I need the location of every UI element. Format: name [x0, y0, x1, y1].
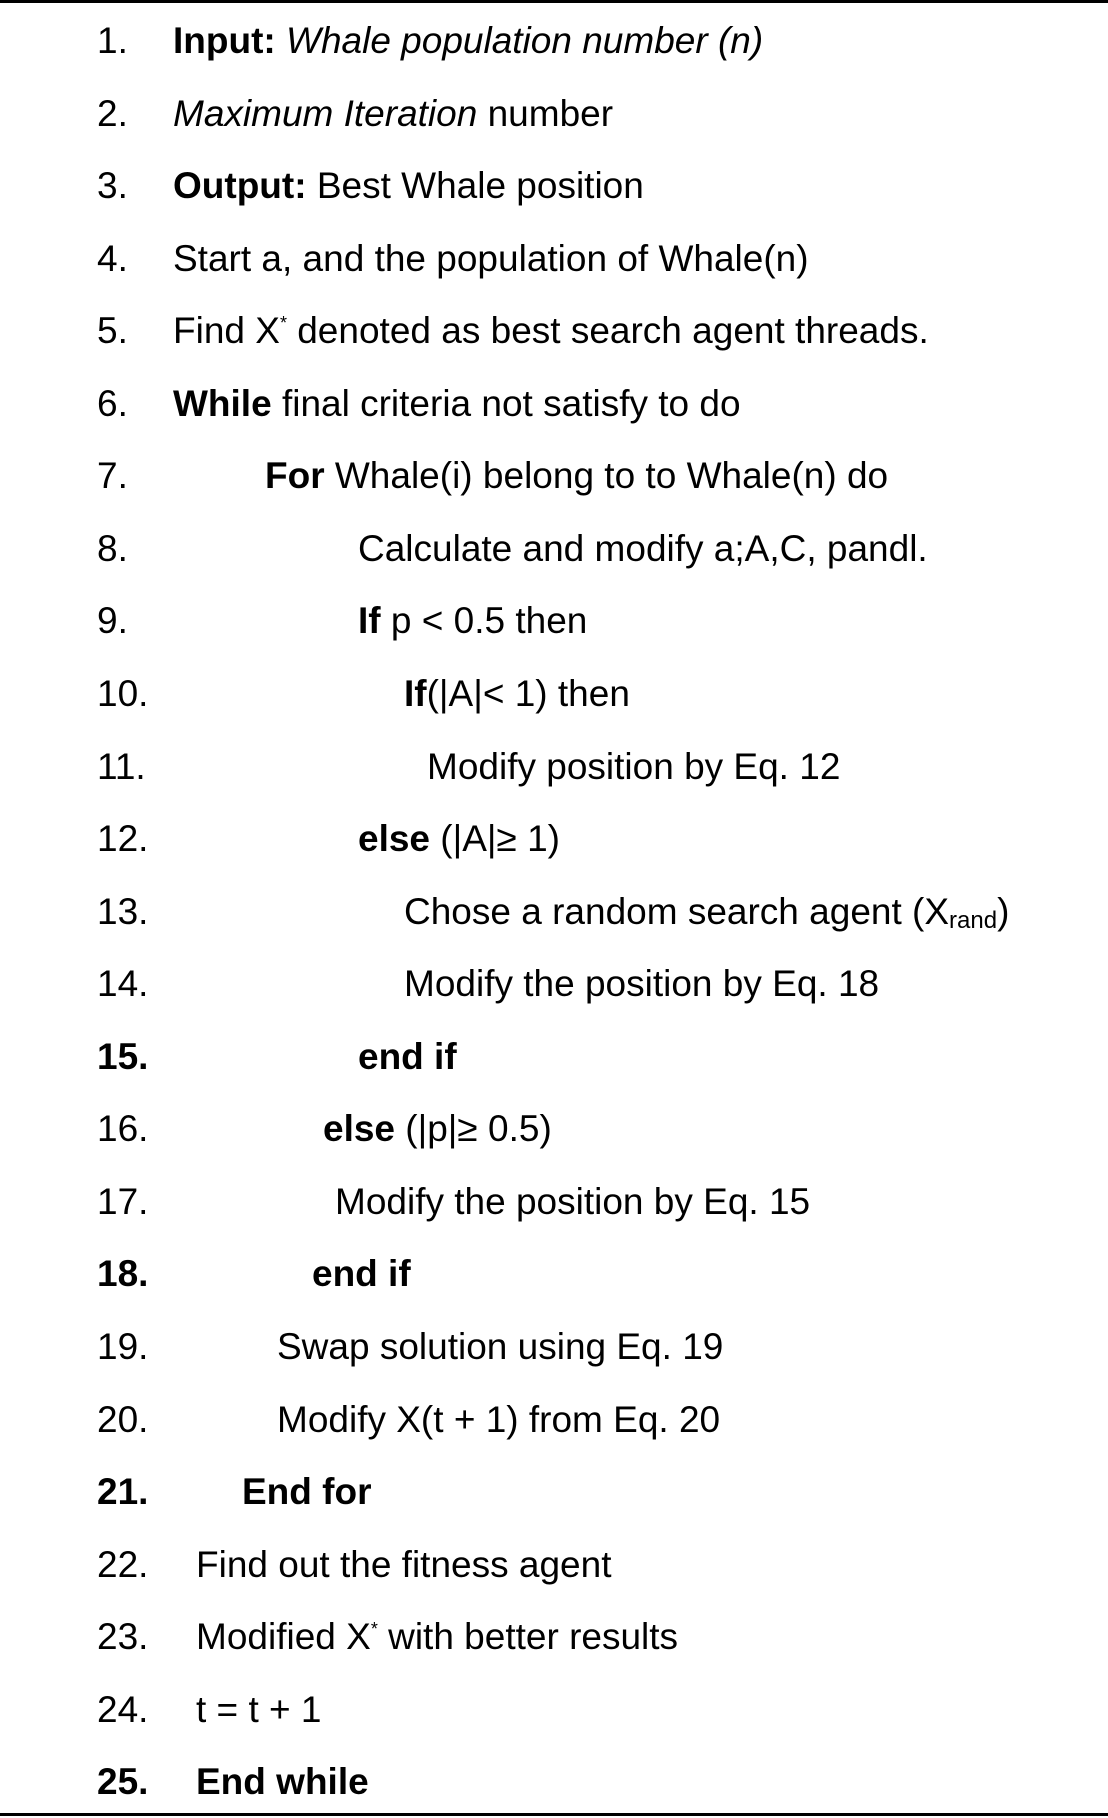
algorithm-line: [0, 1311, 1108, 1383]
algorithm-line: [0, 1529, 1108, 1601]
algorithm-line: [0, 1093, 1108, 1165]
keyword: else: [358, 818, 431, 859]
text-segment: with better results: [377, 1616, 679, 1657]
keyword: End while: [196, 1761, 369, 1802]
keyword: If: [358, 600, 381, 641]
subscript: rand: [949, 907, 998, 934]
algorithm-line: [0, 1674, 1108, 1746]
keyword: For: [265, 455, 325, 496]
algorithm-line: [0, 223, 1108, 295]
line-text: [312, 1238, 411, 1310]
text-segment: Modify the position by Eq. 15: [335, 1181, 811, 1222]
text-segment: p < 0.5 then: [380, 600, 588, 641]
text-segment: Modify position by Eq. 12: [427, 746, 841, 787]
line-text: [358, 1021, 457, 1093]
text-segment: number: [477, 93, 614, 134]
line-number: 17.: [97, 1181, 149, 1222]
line-number: 21.: [97, 1471, 149, 1512]
bottom-rule: [0, 1813, 1108, 1816]
line-text: [404, 658, 630, 730]
text-segment: Start a, and the population of Whale(n): [173, 238, 809, 279]
top-rule: [0, 0, 1108, 3]
superscript: *: [279, 313, 287, 333]
line-text: [196, 1674, 321, 1746]
text-segment: Best Whale position: [306, 165, 644, 206]
algorithm-line: [0, 78, 1108, 150]
line-number: 25.: [97, 1761, 149, 1802]
algorithm-line: [0, 295, 1108, 367]
algorithm-line: [0, 731, 1108, 803]
line-text: [358, 803, 560, 875]
line-number: 19.: [97, 1326, 149, 1367]
algorithm-line: [0, 585, 1108, 657]
text-segment: Modify X(t + 1) from Eq. 20: [277, 1399, 721, 1440]
algorithm-line: [0, 1021, 1108, 1093]
algorithm-line: [0, 5, 1108, 77]
line-text: [265, 440, 888, 512]
text-segment: (|A|≥ 1): [430, 818, 561, 859]
keyword: else: [323, 1108, 396, 1149]
line-text: [196, 1746, 369, 1818]
line-text: [277, 1384, 720, 1456]
text-segment: Swap solution using Eq. 19: [277, 1326, 724, 1367]
line-text: [196, 1529, 612, 1601]
text-segment: Chose a random search agent (X: [404, 891, 950, 932]
text-segment: (|A|< 1) then: [426, 673, 630, 714]
line-text: [277, 1311, 723, 1383]
text-segment: final criteria not satisfy to do: [271, 383, 741, 424]
line-text: [173, 223, 809, 295]
line-number: 10.: [97, 673, 149, 714]
text-segment: Calculate and modify a;A,C, pandl.: [358, 528, 928, 569]
line-text: [358, 513, 928, 585]
algorithm-line: [0, 150, 1108, 222]
line-text: [173, 78, 613, 150]
line-text: [242, 1456, 371, 1528]
keyword: If: [404, 673, 427, 714]
line-number: 14.: [97, 963, 149, 1004]
keyword: Output:: [173, 165, 307, 206]
superscript: *: [370, 1619, 378, 1639]
line-text: [358, 585, 587, 657]
algorithm-line: [0, 1746, 1108, 1818]
text-segment: [276, 20, 286, 61]
text-segment: Whale(i) belong to to Whale(n) do: [324, 455, 889, 496]
italic-text: Maximum Iteration: [173, 93, 478, 134]
line-number: 18.: [97, 1253, 149, 1294]
line-text: [404, 876, 1009, 948]
line-number: 13.: [97, 891, 149, 932]
line-number: 7.: [97, 455, 128, 496]
algorithm-line: [0, 1384, 1108, 1456]
line-text: [173, 368, 741, 440]
algorithm-line: [0, 1166, 1108, 1238]
algorithm-line: [0, 513, 1108, 585]
line-text: [173, 150, 644, 222]
algorithm-line: [0, 658, 1108, 730]
line-number: 24.: [97, 1689, 149, 1730]
line-text: [173, 295, 929, 367]
algorithm-line: [0, 876, 1108, 948]
text-segment: Find X: [173, 310, 280, 351]
text-segment: Modify the position by Eq. 18: [404, 963, 880, 1004]
line-number: 20.: [97, 1399, 149, 1440]
line-text: [196, 1601, 678, 1673]
italic-text: Whale population number (n): [286, 20, 764, 61]
line-number: 9.: [97, 600, 128, 641]
line-text: [173, 5, 763, 77]
line-number: 1.: [97, 20, 128, 61]
algorithm-line: [0, 1456, 1108, 1528]
text-segment: Find out the fitness agent: [196, 1544, 612, 1585]
line-number: 6.: [97, 383, 128, 424]
text-segment: denoted as best search agent threads.: [286, 310, 929, 351]
line-text: [335, 1166, 810, 1238]
text-segment: (|p|≥ 0.5): [395, 1108, 552, 1149]
line-number: 15.: [97, 1036, 149, 1077]
line-number: 5.: [97, 310, 128, 351]
keyword: While: [173, 383, 272, 424]
text-segment: Modified X: [196, 1616, 371, 1657]
text-segment: t = t + 1: [196, 1689, 322, 1730]
text-segment: ): [997, 891, 1010, 932]
line-text: [323, 1093, 552, 1165]
line-text: [427, 731, 840, 803]
keyword: end if: [312, 1253, 411, 1294]
algorithm-line: [0, 948, 1108, 1020]
line-number: 3.: [97, 165, 128, 206]
line-number: 12.: [97, 818, 149, 859]
line-number: 4.: [97, 238, 128, 279]
line-number: 11.: [97, 746, 146, 787]
line-text: [404, 948, 879, 1020]
line-number: 16.: [97, 1108, 149, 1149]
line-number: 2.: [97, 93, 128, 134]
algorithm-line: [0, 1601, 1108, 1673]
keyword: Input:: [173, 20, 276, 61]
keyword: end if: [358, 1036, 457, 1077]
line-number: 8.: [97, 528, 128, 569]
algorithm-line: [0, 368, 1108, 440]
algorithm-line: [0, 440, 1108, 512]
line-number: 23.: [97, 1616, 149, 1657]
keyword: End for: [242, 1471, 372, 1512]
line-number: 22.: [97, 1544, 149, 1585]
algorithm-line: [0, 803, 1108, 875]
algorithm-line: [0, 1238, 1108, 1310]
